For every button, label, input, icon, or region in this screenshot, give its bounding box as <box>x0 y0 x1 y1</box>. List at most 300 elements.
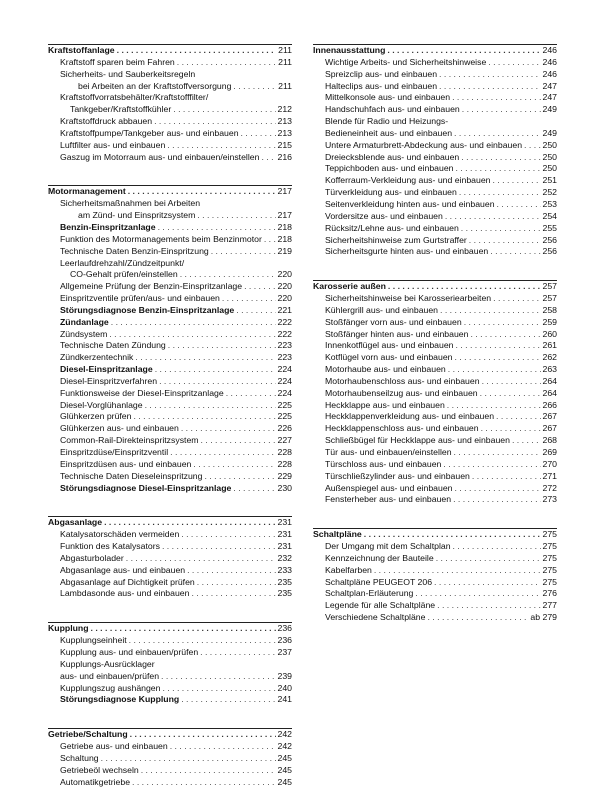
entry-title: Sicherheitshinweise bei Karosseriearbeiten <box>325 293 492 304</box>
entry-title: Schaltplan-Erläuterung <box>325 588 414 599</box>
page-number: 275 <box>542 564 557 575</box>
toc-entry <box>48 659 292 671</box>
dot-leader <box>193 459 275 471</box>
dot-leader <box>374 565 541 577</box>
entry-title: Zündsystem <box>60 328 108 339</box>
toc-entry <box>48 198 292 210</box>
page-number: 275 <box>542 541 557 552</box>
dot-leader <box>261 152 275 164</box>
page-number: 225 <box>277 399 292 410</box>
dot-leader <box>452 92 540 104</box>
dot-leader <box>443 459 540 471</box>
page-number: 247 <box>542 92 557 103</box>
dot-leader <box>222 293 276 305</box>
entry-title: Glühkerzen aus- und einbauen <box>60 423 179 434</box>
page-number: 220 <box>277 293 292 304</box>
entry-title: Sicherheitshinweise zum Gurtstraffer <box>325 234 467 245</box>
toc-entry <box>48 541 292 553</box>
entry-title: Leerlaufdrehzahl/Zündzeitpunkt/ <box>60 257 185 268</box>
toc-section-kraftstoffanlage <box>48 44 292 163</box>
toc-entry <box>48 329 292 341</box>
page-number: 233 <box>277 564 292 575</box>
entry-title: Einspritzdüse/Einspritzventil <box>60 447 169 457</box>
toc-entry <box>313 541 557 553</box>
toc-entry <box>48 565 292 577</box>
entry-title: Kennzeichnung der Bauteile <box>325 552 434 563</box>
dot-leader <box>470 329 540 341</box>
dot-leader <box>177 57 276 69</box>
entry-title: Diesel-Vorglühanlage <box>60 399 143 410</box>
dot-leader <box>448 364 541 376</box>
page-number: 228 <box>277 458 292 469</box>
dot-leader <box>145 400 276 412</box>
entry-title: Vordersitze aus- und einbauen <box>325 210 443 221</box>
toc-entry <box>48 57 292 69</box>
dot-leader <box>170 741 276 753</box>
dot-leader <box>459 187 541 199</box>
entry-title: aus- und einbauen/prüfen <box>60 670 160 681</box>
page-number: 221 <box>277 304 292 315</box>
toc-entry <box>313 329 557 341</box>
entry-title: Der Umgang mit dem Schaltplan <box>325 541 451 552</box>
toc-entry <box>48 269 292 281</box>
entry-title: Abgasturbolader <box>60 552 124 563</box>
toc-entry <box>48 376 292 388</box>
entry-title: Schaltpläne <box>313 529 362 540</box>
entry-title: Funktion des Katalysators <box>60 541 160 552</box>
page-number: 254 <box>542 210 557 221</box>
toc-entry <box>313 376 557 388</box>
section-heading <box>48 729 292 741</box>
page-number: 222 <box>277 328 292 339</box>
toc-entry <box>313 128 557 140</box>
dot-leader <box>126 553 276 565</box>
page-number: 260 <box>542 328 557 339</box>
page-number: 212 <box>277 104 292 115</box>
entry-title: Common-Rail-Direkteinspritzsystem <box>60 435 199 446</box>
page-number: 249 <box>542 104 557 115</box>
page-number: 242 <box>277 729 292 740</box>
page-number: 225 <box>277 411 292 422</box>
dot-leader <box>445 211 541 223</box>
entry-title: Luftfilter aus- und einbauen <box>60 139 166 150</box>
entry-title: Stoßfänger vorn aus- und einbauen <box>325 316 462 327</box>
toc-entry <box>313 553 557 565</box>
page-number: 222 <box>277 316 292 327</box>
page-number: 240 <box>277 682 292 693</box>
entry-title: Getriebeöl wechseln <box>60 764 139 775</box>
entry-title: Handschuhfach aus- und einbauen <box>325 104 460 115</box>
toc-entry <box>313 612 557 624</box>
toc-section-kupplung <box>48 622 292 706</box>
toc-section-schaltplaene <box>313 528 557 624</box>
entry-title: Stoßfänger hinten aus- und einbauen <box>325 328 469 339</box>
toc-entry <box>48 435 292 447</box>
entry-title: Allgemeine Prüfung der Benzin-Einspritzanlage <box>60 281 243 292</box>
entry-title: Karosserie außen <box>313 281 386 292</box>
page-number: 257 <box>542 293 557 304</box>
dot-leader <box>455 340 540 352</box>
page-number: 220 <box>277 269 292 280</box>
entry-title: Störungsdiagnose Benzin-Einspritzanlage <box>60 304 235 315</box>
toc-entry <box>313 577 557 589</box>
dot-leader <box>481 423 541 435</box>
page-number: 256 <box>542 246 557 257</box>
dot-leader <box>197 210 275 222</box>
dot-leader <box>167 140 275 152</box>
dot-leader <box>130 729 276 741</box>
page-number: 236 <box>277 635 292 646</box>
toc-left-column <box>48 44 292 802</box>
toc-entry <box>313 471 557 483</box>
page-number: 215 <box>277 139 292 150</box>
toc-entry <box>313 152 557 164</box>
entry-title: bei Arbeiten an der Kraftstoffversorgung <box>78 80 232 91</box>
toc-entry <box>313 223 557 235</box>
page-number: 267 <box>542 411 557 422</box>
dot-leader <box>181 694 275 706</box>
entry-title: Motorhaube aus- und einbauen <box>325 364 446 375</box>
page-number: 211 <box>278 56 292 67</box>
section-heading <box>48 186 292 198</box>
toc-entry <box>48 765 292 777</box>
entry-title: Glühkerzen prüfen <box>60 411 132 422</box>
toc-entry <box>48 671 292 683</box>
entry-title: Kupplung <box>48 623 89 634</box>
dot-leader <box>168 340 276 352</box>
entry-title: Innenausstattung <box>313 45 386 55</box>
toc-entry <box>313 246 557 258</box>
toc-entry <box>48 140 292 152</box>
entry-title: Verschiedene Schaltpläne <box>325 612 426 623</box>
dot-leader <box>91 623 276 635</box>
toc-entry <box>313 140 557 152</box>
entry-title: Blende für Radio und Heizungs- <box>325 116 449 127</box>
page-number: 271 <box>542 470 557 481</box>
dot-leader <box>244 281 275 293</box>
dot-leader <box>128 186 276 198</box>
entry-title: Einspritzventile prüfen/aus- und einbauen <box>60 293 220 304</box>
toc-entry <box>48 69 292 81</box>
page-number: 245 <box>277 764 292 775</box>
toc-entry <box>48 635 292 647</box>
dot-leader <box>454 447 541 459</box>
page-number: 275 <box>542 552 557 563</box>
dot-leader <box>161 671 275 683</box>
dot-leader <box>197 577 276 589</box>
dot-leader <box>461 152 540 164</box>
page-number: 257 <box>542 281 557 292</box>
entry-title: Diesel-Einspritzverfahren <box>60 375 158 386</box>
dot-leader <box>488 57 540 69</box>
page-number: 231 <box>277 517 292 528</box>
page-number: 250 <box>542 163 557 174</box>
page-number: 263 <box>542 364 557 375</box>
dot-leader <box>493 293 540 305</box>
toc-entry <box>313 565 557 577</box>
entry-title: Bedieneinheit aus- und einbauen <box>325 127 453 138</box>
page-number: 242 <box>277 741 292 752</box>
toc-entry <box>48 81 292 93</box>
dot-leader <box>482 376 541 388</box>
entry-title: Türschließzylinder aus- und einbauen <box>325 470 470 481</box>
toc-entry <box>48 447 292 459</box>
dot-leader <box>211 246 276 258</box>
page-number: 235 <box>277 588 292 599</box>
entry-title: Kupplungszug aushängen <box>60 682 161 693</box>
entry-title: Tür aus- und einbauen/einstellen <box>325 447 452 457</box>
toc-entry <box>48 210 292 222</box>
entry-title: Kraftstoffvorratsbehälter/Kraftstofffilter/ <box>60 92 209 103</box>
dot-leader <box>200 647 275 659</box>
entry-title: Kofferraum-Verkleidung aus- und einbauen <box>325 175 491 186</box>
dot-leader <box>496 411 540 423</box>
toc-entry <box>48 152 292 164</box>
page-number: 226 <box>277 423 292 434</box>
page-number: 258 <box>542 304 557 315</box>
dot-leader <box>180 269 276 281</box>
toc-entry <box>313 163 557 175</box>
dot-leader <box>162 683 275 695</box>
entry-title: Technische Daten Benzin-Einspritzung <box>60 245 209 256</box>
toc-entry <box>48 388 292 400</box>
dot-leader <box>462 104 541 116</box>
dot-leader <box>456 163 541 175</box>
dot-leader <box>158 222 276 234</box>
entry-title: Zündkerzentechnik <box>60 352 134 363</box>
toc-section-getriebe-schaltung <box>48 728 292 788</box>
entry-title: Benzin-Einspritzanlage <box>60 221 156 232</box>
dot-leader <box>493 175 541 187</box>
toc-entry <box>313 92 557 104</box>
page-number: 275 <box>542 529 557 540</box>
entry-title: Schließbügel für Heckklappe aus- und einbauen <box>325 435 510 446</box>
dot-leader <box>173 104 275 116</box>
toc-entry <box>313 175 557 187</box>
dot-leader <box>181 423 276 435</box>
toc-entry <box>48 222 292 234</box>
toc-entry <box>313 352 557 364</box>
dot-leader <box>524 140 540 152</box>
dot-leader <box>133 411 275 423</box>
page-number: 250 <box>542 151 557 162</box>
toc-entry <box>313 235 557 247</box>
page-number: 249 <box>542 127 557 138</box>
toc-entry <box>48 293 292 305</box>
dot-leader <box>104 517 275 529</box>
entry-title: Kraftstoffpumpe/Tankgeber aus- und einbauen <box>60 127 239 138</box>
entry-title: Heckklappenschloss aus- und einbauen <box>325 423 479 434</box>
toc-entry <box>48 459 292 471</box>
page-number: 224 <box>277 375 292 386</box>
dot-leader <box>135 352 275 364</box>
toc-entry <box>48 483 292 495</box>
entry-title: Tankgeber/Kraftstoffkühler <box>70 104 172 115</box>
toc-entry <box>313 187 557 199</box>
dot-leader <box>472 471 541 483</box>
toc-entry <box>48 553 292 565</box>
page-number: 277 <box>542 600 557 611</box>
entry-title: Automatikgetriebe <box>60 776 131 787</box>
toc-entry <box>48 683 292 695</box>
dot-leader <box>141 765 276 777</box>
page-number: 259 <box>542 316 557 327</box>
dot-leader <box>204 471 275 483</box>
page-number: 250 <box>542 139 557 150</box>
dot-leader <box>155 364 276 376</box>
toc-entry <box>48 411 292 423</box>
toc-entry <box>313 447 557 459</box>
entry-title: Zündanlage <box>60 316 109 327</box>
page-number: 275 <box>542 576 557 587</box>
toc-entry <box>48 741 292 753</box>
toc-entry <box>313 104 557 116</box>
dot-leader <box>111 317 276 329</box>
page-number: ab 279 <box>530 612 557 623</box>
entry-title: Sicherheits- und Sauberkeitsregeln <box>60 68 196 79</box>
page-number: 235 <box>277 576 292 587</box>
toc-entry <box>48 647 292 659</box>
page-number: 228 <box>277 447 292 457</box>
dot-leader <box>170 447 275 459</box>
entry-title: Heckklappe aus- und einbauen <box>325 399 445 410</box>
dot-leader <box>187 565 275 577</box>
toc-entry <box>313 388 557 400</box>
entry-title: Schaltpläne PEUGEOT 206 <box>325 576 433 587</box>
page-number: 272 <box>542 482 557 493</box>
entry-title: Störungsdiagnose Diesel-Einspritzanlage <box>60 482 232 493</box>
entry-title: Motorhaubenseilzug aus- und einbauen <box>325 387 478 398</box>
entry-title: Untere Armaturbrett-Abdeckung aus- und einbauen <box>325 139 523 150</box>
page-number: 270 <box>542 458 557 469</box>
toc-entry <box>313 69 557 81</box>
toc-entry <box>313 588 557 600</box>
page-number: 269 <box>542 447 557 457</box>
toc-section-karosserie-aussen <box>313 280 557 506</box>
toc-entry <box>313 317 557 329</box>
entry-title: Kraftstoff sparen beim Fahren <box>60 56 175 67</box>
dot-leader <box>233 483 275 495</box>
dot-leader <box>447 400 541 412</box>
entry-title: Dreiecksblende aus- und einbauen <box>325 151 460 162</box>
page-number: 231 <box>277 541 292 552</box>
toc-entry <box>313 211 557 223</box>
section-heading <box>48 45 292 57</box>
toc-entry <box>313 494 557 506</box>
page-number: 246 <box>542 68 557 79</box>
dot-leader <box>461 223 541 235</box>
dot-leader <box>453 494 540 506</box>
entry-title: Halteclips aus- und einbauen <box>325 80 438 91</box>
dot-leader <box>236 305 275 317</box>
page-number: 256 <box>542 234 557 245</box>
entry-title: Kraftstoffanlage <box>48 45 115 55</box>
dot-leader <box>436 553 541 565</box>
dot-leader <box>427 612 528 624</box>
section-heading <box>313 45 557 57</box>
toc-entry <box>48 246 292 258</box>
entry-title: Lambdasonde aus- und einbauen <box>60 588 190 599</box>
entry-title: Schaltung <box>60 752 99 763</box>
toc-entry <box>48 317 292 329</box>
toc-entry <box>48 400 292 412</box>
dot-leader <box>241 128 276 140</box>
toc-entry <box>313 483 557 495</box>
page-number: 224 <box>277 387 292 398</box>
page-number: 264 <box>542 387 557 398</box>
entry-title: Kabelfarben <box>325 564 372 575</box>
page-number: 255 <box>542 222 557 233</box>
toc-entry <box>313 600 557 612</box>
dot-leader <box>154 116 275 128</box>
dot-leader <box>101 753 276 765</box>
toc-entry <box>48 471 292 483</box>
page-number: 218 <box>277 221 292 232</box>
entry-title: Rücksitz/Lehne aus- und einbauen <box>325 222 459 233</box>
entry-title: Sicherheitsmaßnahmen bei Arbeiten <box>60 198 201 209</box>
page-number: 266 <box>542 399 557 410</box>
section-heading <box>48 623 292 635</box>
dot-leader <box>181 529 275 541</box>
toc-section-motormanagement <box>48 185 292 494</box>
page-number: 267 <box>542 423 557 434</box>
dot-leader <box>415 588 540 600</box>
page-number: 245 <box>277 776 292 787</box>
toc-section-abgasanlage <box>48 516 292 600</box>
page-number: 247 <box>542 80 557 91</box>
dot-leader <box>387 45 540 57</box>
page-number: 223 <box>277 352 292 363</box>
toc-entry <box>313 293 557 305</box>
toc-entry <box>48 340 292 352</box>
toc-entry <box>313 459 557 471</box>
toc-entry <box>313 435 557 447</box>
dot-leader <box>159 376 275 388</box>
entry-title: CO-Gehalt prüfen/einstellen <box>70 269 178 280</box>
entry-title: Technische Daten Zündung <box>60 340 166 351</box>
page-number: 232 <box>277 552 292 563</box>
toc-entry <box>313 411 557 423</box>
section-heading <box>48 517 292 529</box>
toc-entry <box>48 588 292 600</box>
toc-entry <box>313 340 557 352</box>
page-number: 211 <box>278 80 292 91</box>
toc-entry <box>48 753 292 765</box>
page-number: 217 <box>277 186 292 197</box>
page-number: 262 <box>542 352 557 363</box>
entry-title: Getriebe/Schaltung <box>48 729 128 740</box>
entry-title: Kupplungseinheit <box>60 635 127 646</box>
dot-leader <box>191 588 275 600</box>
entry-title: Kupplung aus- und einbauen/prüfen <box>60 646 199 657</box>
toc-entry <box>48 423 292 435</box>
dot-leader <box>440 305 540 317</box>
dot-leader <box>439 81 540 93</box>
page-number: 211 <box>278 45 292 55</box>
dot-leader <box>364 529 541 541</box>
entry-title: Motormanagement <box>48 186 126 197</box>
dot-leader <box>117 45 277 57</box>
entry-title: Seitenverkleidung hinten aus- und einbauen <box>325 198 495 209</box>
dot-leader <box>129 635 276 647</box>
dot-leader <box>512 435 541 447</box>
page-number: 218 <box>277 233 292 244</box>
entry-title: Kupplungs-Ausrücklager <box>60 658 155 669</box>
dot-leader <box>162 541 276 553</box>
dot-leader <box>109 329 275 341</box>
toc-entry <box>48 258 292 270</box>
entry-title: Gaszug im Motorraum aus- und einbauen/einstellen <box>60 151 260 162</box>
